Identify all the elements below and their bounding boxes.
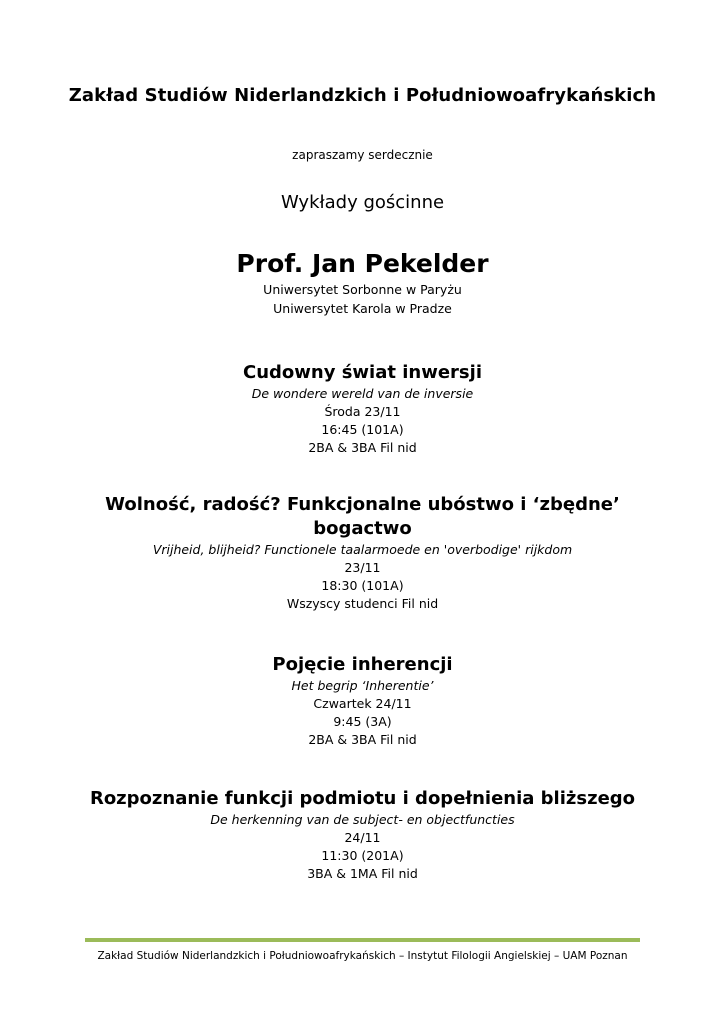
lecture-block (0, 361, 725, 457)
lecture-time: 18:30 (101A) (321, 578, 404, 593)
department-heading: Zakład Studiów Niderlandzkich i Południowoafrykańskich (68, 85, 657, 106)
lecture-date: Środa 23/11 (324, 404, 401, 419)
footer-divider (85, 938, 640, 942)
speaker-affiliation: Uniwersytet Karola w Pradze (273, 301, 452, 316)
lecture-time: 16:45 (101A) (321, 422, 404, 437)
lecture-block (0, 653, 725, 749)
speaker-name: Prof. Jan Pekelder (236, 249, 489, 278)
lecture-subtitle: Het begrip ‘Inherentie’ (291, 678, 434, 693)
lecture-title: Rozpoznanie funkcji podmiotu i dopełnienia bliższego (89, 788, 636, 809)
lecture-subtitle: Vrijheid, blijheid? Functionele taalarmoede en 'overbodige' rijkdom (152, 542, 573, 557)
lecture-block (0, 787, 725, 883)
lecture-subtitle: De wondere wereld van de inversie (251, 386, 474, 401)
lecture-audience: 2BA & 3BA Fil nid (308, 732, 417, 747)
lecture-audience: 3BA & 1MA Fil nid (307, 866, 418, 881)
footer-text: Zakład Studiów Niderlandzkich i Południowoafrykańskich – Instytut Filologii Angielskiej – UAM Poznan (97, 950, 628, 962)
lecture-audience: 2BA & 3BA Fil nid (308, 440, 417, 455)
lecture-time: 9:45 (3A) (333, 714, 392, 729)
lecture-subtitle: De herkenning van de subject- en objectfuncties (210, 812, 515, 827)
lecture-date: 24/11 (344, 830, 381, 845)
lecture-title: Wolność, radość? Funkcjonalne ubóstwo i ‘zbędne’ bogactwo (105, 494, 620, 539)
lecture-title: Cudowny świat inwersji (242, 362, 482, 383)
lecture-title: Pojęcie inherencji (272, 654, 453, 675)
lecture-date: Czwartek 24/11 (313, 696, 412, 711)
invitation-text: zapraszamy serdecznie (292, 148, 433, 162)
speaker-affiliation: Uniwersytet Sorbonne w Paryżu (263, 282, 462, 297)
lecture-date: 23/11 (344, 560, 381, 575)
series-title: Wykłady gościnne (280, 192, 445, 213)
lecture-audience: Wszyscy studenci Fil nid (286, 596, 439, 611)
lecture-block (0, 493, 725, 613)
lecture-time: 11:30 (201A) (321, 848, 404, 863)
